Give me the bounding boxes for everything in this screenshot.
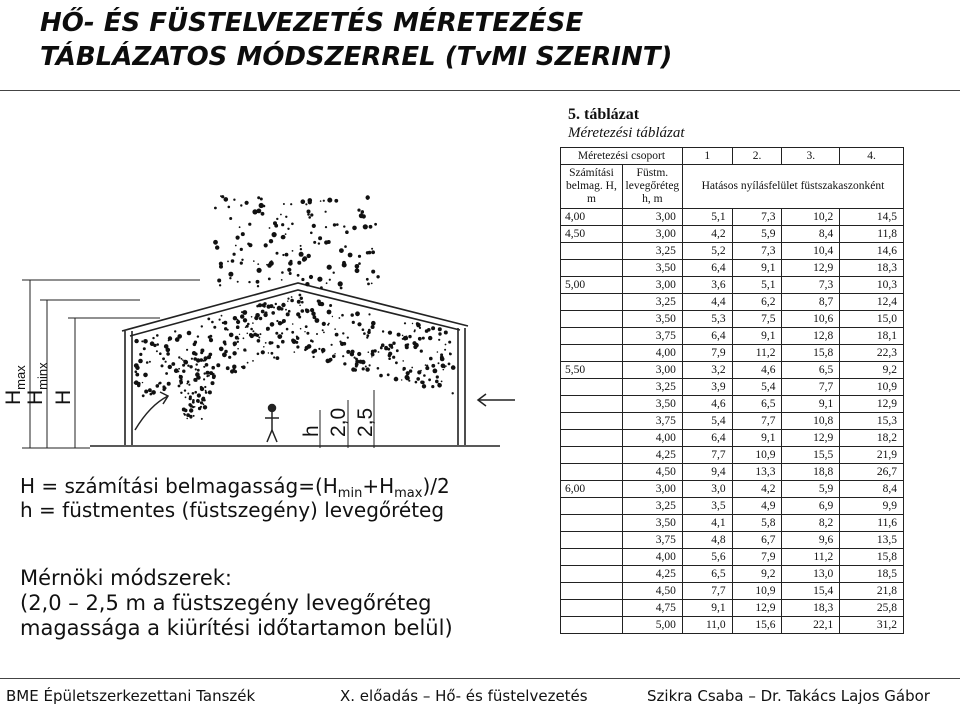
cell-area-group-4: 9,2 [840,362,904,379]
formula-block [20,474,450,522]
cell-area-group-3: 18,3 [782,600,840,617]
label-2-0: 2,0 [327,407,350,437]
cell-room-height [561,413,623,430]
cell-area-group-4: 12,9 [840,396,904,413]
cell-area-group-2: 9,1 [732,328,782,345]
cell-area-group-3: 8,2 [782,515,840,532]
cell-area-group-2: 7,7 [732,413,782,430]
cell-area-group-4: 25,8 [840,600,904,617]
cell-area-group-3: 6,5 [782,362,840,379]
cell-area-group-2: 15,6 [732,617,782,634]
cell-area-group-4: 15,3 [840,413,904,430]
footer [0,678,960,707]
cell-area-group-1: 4,2 [682,226,732,243]
cell-area-group-3: 8,7 [782,294,840,311]
cell-area-group-3: 18,8 [782,464,840,481]
cell-area-group-3: 11,2 [782,549,840,566]
cell-smokefree-layer: 3,50 [622,260,682,277]
group-header: Méretezési csoport [561,148,683,165]
sizing-table [560,147,904,634]
cell-area-group-2: 9,1 [732,430,782,447]
cell-smokefree-layer: 4,75 [622,600,682,617]
group-4: 4. [840,148,904,165]
cell-room-height [561,243,623,260]
cell-room-height: 6,00 [561,481,623,498]
table-row [561,328,904,345]
cell-smokefree-layer: 4,00 [622,345,682,362]
table-row [561,209,904,226]
table-row [561,464,904,481]
cell-area-group-1: 5,3 [682,311,732,328]
methods-line-3: magassága a kiürítési időtartamon belül) [20,616,453,640]
table-row [561,447,904,464]
cell-area-group-1: 6,4 [682,260,732,277]
cell-room-height: 4,00 [561,209,623,226]
formula-line-1: H = számítási $belmagasság=(H_{min}+H_{max})/2$ [20,474,450,501]
cell-room-height: 5,00 [561,277,623,294]
table-row [561,345,904,362]
cell-area-group-2: 4,6 [732,362,782,379]
cell-area-group-2: 7,9 [732,549,782,566]
table-row [561,532,904,549]
cell-smokefree-layer: 3,50 [622,515,682,532]
cell-room-height [561,549,623,566]
table-row [561,243,904,260]
formula-line-2: h = füstmentes (füstszegény) levegőréteg [20,498,445,522]
cell-area-group-3: 15,4 [782,583,840,600]
cell-smokefree-layer: 3,25 [622,498,682,515]
label-h-small: h [300,425,323,437]
cell-area-group-2: 10,9 [732,583,782,600]
cell-area-group-4: 18,2 [840,430,904,447]
cell-room-height [561,515,623,532]
cell-area-group-3: 6,9 [782,498,840,515]
cell-area-group-3: 9,1 [782,396,840,413]
cell-area-group-4: 18,1 [840,328,904,345]
table-row [561,549,904,566]
table-row [561,413,904,430]
cell-area-group-1: 6,4 [682,328,732,345]
cell-smokefree-layer: 3,50 [622,311,682,328]
cell-smokefree-layer: 3,00 [622,226,682,243]
cell-area-group-4: 11,6 [840,515,904,532]
table-row [561,600,904,617]
label-h-max: $H_{max}$ [2,365,28,405]
cell-smokefree-layer: 3,75 [622,328,682,345]
cell-smokefree-layer: 3,00 [622,481,682,498]
cell-area-group-4: 10,9 [840,379,904,396]
group-1: 1 [682,148,732,165]
table-header-row-groups [561,148,904,165]
table-body [561,209,904,634]
cell-room-height [561,464,623,481]
table-row [561,379,904,396]
cell-room-height: 5,50 [561,362,623,379]
smoke-building-illustration [0,190,540,460]
cell-area-group-3: 10,6 [782,311,840,328]
cell-area-group-3: 15,5 [782,447,840,464]
cell-area-group-1: 9,1 [682,600,732,617]
cell-area-group-1: 3,5 [682,498,732,515]
cell-area-group-3: 10,2 [782,209,840,226]
cell-area-group-4: 8,4 [840,481,904,498]
cell-area-group-4: 21,9 [840,447,904,464]
cell-area-group-4: 13,5 [840,532,904,549]
cell-area-group-2: 4,9 [732,498,782,515]
cell-area-group-4: 10,3 [840,277,904,294]
cell-smokefree-layer: 3,00 [622,362,682,379]
cell-area-group-1: 4,8 [682,532,732,549]
table-row [561,396,904,413]
cell-area-group-3: 12,8 [782,328,840,345]
label-2-5: 2,5 [354,407,377,437]
cell-area-group-2: 9,2 [732,566,782,583]
cell-area-group-2: 7,5 [732,311,782,328]
methods-line-1: Mérnöki módszerek: [20,566,232,590]
cell-room-height [561,260,623,277]
col-header-smokefree: Füstm. levegőréteg h, m [622,165,682,209]
cell-area-group-2: 5,8 [732,515,782,532]
cell-area-group-4: 11,8 [840,226,904,243]
cell-area-group-3: 12,9 [782,260,840,277]
cell-area-group-3: 10,8 [782,413,840,430]
title-divider [0,90,960,91]
cell-room-height [561,294,623,311]
group-3: 3. [782,148,840,165]
cell-area-group-4: 22,3 [840,345,904,362]
cell-area-group-1: 6,4 [682,430,732,447]
cell-area-group-4: 21,8 [840,583,904,600]
cell-area-group-1: 4,4 [682,294,732,311]
cell-area-group-1: 5,6 [682,549,732,566]
smoke-particles [134,195,456,420]
table-row [561,515,904,532]
cell-area-group-4: 18,3 [840,260,904,277]
cell-area-group-4: 18,5 [840,566,904,583]
cell-smokefree-layer: 4,00 [622,549,682,566]
cell-area-group-2: 9,1 [732,260,782,277]
cell-room-height [561,345,623,362]
cell-area-group-1: 4,6 [682,396,732,413]
cell-area-group-4: 12,4 [840,294,904,311]
cell-area-group-1: 3,6 [682,277,732,294]
cell-area-group-3: 5,9 [782,481,840,498]
cell-smokefree-layer: 4,00 [622,430,682,447]
table-row [561,498,904,515]
table-row [561,260,904,277]
cell-area-group-4: 15,0 [840,311,904,328]
cell-smokefree-layer: 3,50 [622,396,682,413]
cell-area-group-1: 3,0 [682,481,732,498]
building-section [90,283,500,446]
table-row [561,583,904,600]
footer-department: BME Épületszerkezettani Tanszék [6,687,256,705]
cell-area-group-4: 26,7 [840,464,904,481]
table-row [561,226,904,243]
cell-area-group-1: 5,4 [682,413,732,430]
cell-area-group-1: 9,4 [682,464,732,481]
cell-area-group-3: 9,6 [782,532,840,549]
cell-smokefree-layer: 4,25 [622,566,682,583]
cell-area-group-3: 13,0 [782,566,840,583]
cell-area-group-3: 15,8 [782,345,840,362]
table-row [561,617,904,634]
title-line-1: HŐ- ÉS FÜSTELVEZETÉS MÉRETEZÉSE [40,8,584,38]
cell-area-group-2: 12,9 [732,600,782,617]
cell-room-height [561,430,623,447]
cell-area-group-3: 7,3 [782,277,840,294]
label-h-minx: $H_{minx}$ [24,362,50,405]
cell-area-group-2: 11,2 [732,345,782,362]
cell-smokefree-layer: 4,50 [622,464,682,481]
cell-area-group-1: 6,5 [682,566,732,583]
cell-area-group-1: 11,0 [682,617,732,634]
cell-room-height [561,328,623,345]
cell-area-group-2: 4,2 [732,481,782,498]
cell-area-group-4: 15,8 [840,549,904,566]
cell-room-height [561,600,623,617]
cell-area-group-4: 31,2 [840,617,904,634]
footer-lecture: X. előadás – Hő- és füstelvezetés [340,687,588,705]
cell-area-group-2: 5,9 [732,226,782,243]
cell-smokefree-layer: 4,50 [622,583,682,600]
cell-area-group-1: 7,9 [682,345,732,362]
cell-smokefree-layer: 3,25 [622,379,682,396]
cell-smokefree-layer: 3,25 [622,243,682,260]
cell-area-group-4: 14,5 [840,209,904,226]
cell-room-height [561,566,623,583]
cell-area-group-1: 3,9 [682,379,732,396]
methods-block [20,566,453,641]
footer-divider [0,678,960,679]
cell-area-group-2: 6,5 [732,396,782,413]
col-header-opening-area: Hatásos nyílásfelület füstszakaszonként [682,165,903,209]
table-row [561,481,904,498]
cell-smokefree-layer: 3,00 [622,277,682,294]
cell-area-group-1: 4,1 [682,515,732,532]
table-subtitle: Méretezési táblázat [568,125,685,141]
cell-room-height [561,447,623,464]
cell-smokefree-layer: 4,25 [622,447,682,464]
cell-area-group-1: 7,7 [682,583,732,600]
cell-smokefree-layer: 3,00 [622,209,682,226]
cell-room-height [561,379,623,396]
cell-area-group-2: 6,7 [732,532,782,549]
cell-area-group-4: 14,6 [840,243,904,260]
sizing-table-area [556,100,908,668]
cell-room-height: 4,50 [561,226,623,243]
cell-area-group-2: 10,9 [732,447,782,464]
cell-smokefree-layer: 3,75 [622,532,682,549]
cell-smokefree-layer: 3,25 [622,294,682,311]
table-row [561,277,904,294]
title-line-2: TÁBLÁZATOS MÓDSZERREL (TvMI SZERINT) [40,42,673,72]
cell-area-group-3: 8,4 [782,226,840,243]
col-header-height: Számítási belmag. H, m [561,165,623,209]
cell-area-group-2: 6,2 [732,294,782,311]
group-2: 2. [732,148,782,165]
cell-area-group-3: 22,1 [782,617,840,634]
table-title: 5. táblázat [568,106,640,123]
cell-room-height [561,498,623,515]
cell-area-group-1: 5,2 [682,243,732,260]
cell-smokefree-layer: 5,00 [622,617,682,634]
cell-area-group-4: 9,9 [840,498,904,515]
cell-area-group-3: 7,7 [782,379,840,396]
table-row [561,430,904,447]
cell-area-group-1: 7,7 [682,447,732,464]
cell-area-group-3: 12,9 [782,430,840,447]
cell-room-height [561,583,623,600]
cell-smokefree-layer: 3,75 [622,413,682,430]
cell-room-height [561,396,623,413]
cell-area-group-2: 5,1 [732,277,782,294]
page-title [40,6,940,74]
cell-area-group-2: 7,3 [732,209,782,226]
table-row [561,294,904,311]
person-figure [265,405,279,443]
cell-area-group-2: 7,3 [732,243,782,260]
cell-room-height [561,617,623,634]
label-h: H [52,389,75,405]
cell-area-group-3: 10,4 [782,243,840,260]
footer-authors: Szikra Csaba – Dr. Takács Lajos Gábor [647,687,930,705]
cell-area-group-1: 5,1 [682,209,732,226]
cell-room-height [561,311,623,328]
cell-room-height [561,532,623,549]
table-header-row-columns [561,165,904,209]
cell-area-group-2: 5,4 [732,379,782,396]
methods-line-2: (2,0 – 2,5 m a füstszegény levegőréteg [20,591,432,615]
table-row [561,566,904,583]
table-row [561,362,904,379]
cell-area-group-1: 3,2 [682,362,732,379]
cell-area-group-2: 13,3 [732,464,782,481]
table-row [561,311,904,328]
